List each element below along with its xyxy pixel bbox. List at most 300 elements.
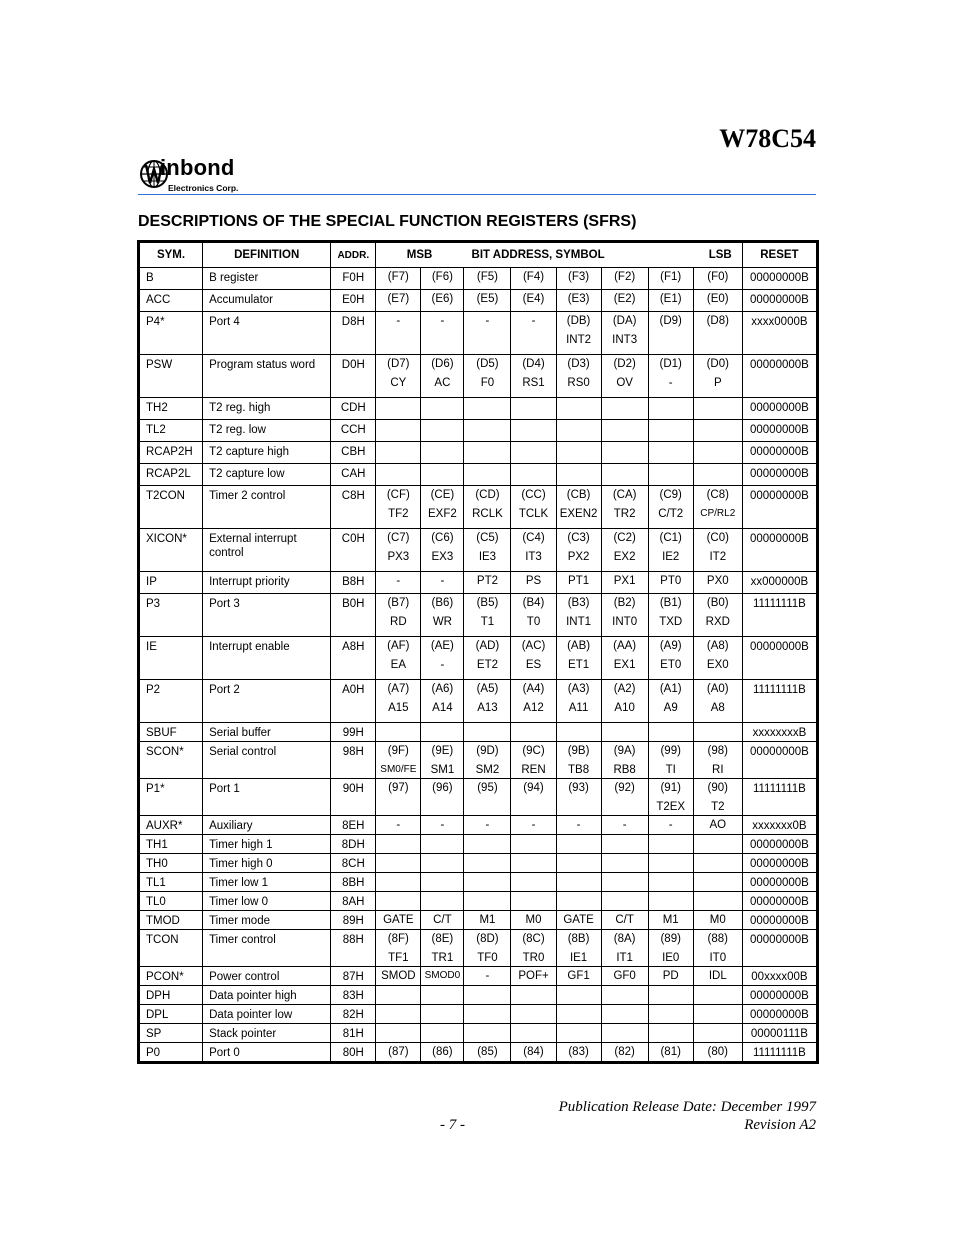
- bit-cell: [376, 594, 421, 637]
- bit-cell: [693, 816, 742, 835]
- register-reset-value: [742, 723, 816, 742]
- register-address: [331, 680, 376, 723]
- register-symbol: [140, 742, 203, 779]
- register-reset-value-text: 00000000B: [749, 990, 809, 1002]
- bit-address: (AE): [430, 640, 454, 652]
- register-address: [331, 1043, 376, 1062]
- bit-cell: [648, 930, 693, 967]
- bit-address: [464, 986, 510, 988]
- bit-address: (A9): [659, 640, 682, 652]
- register-definition: [203, 930, 331, 967]
- bit-cell: [376, 1043, 421, 1062]
- bit-cell: [464, 1005, 511, 1024]
- register-definition: [203, 816, 331, 835]
- bit-address: [464, 420, 510, 422]
- register-definition: [203, 1005, 331, 1024]
- bit-cell: [376, 873, 421, 892]
- bit-address: (D7): [387, 358, 410, 370]
- bit-address: (90): [707, 782, 728, 794]
- register-symbol-text: TH2: [146, 402, 168, 414]
- bit-address: (C3): [567, 532, 590, 544]
- register-definition: [203, 911, 331, 930]
- bit-address: [649, 1005, 693, 1007]
- bit-cell: [648, 680, 693, 723]
- bit-symbol: TR1: [431, 952, 454, 964]
- bit-address: PT0: [660, 575, 682, 587]
- bit-cell: [648, 816, 693, 835]
- register-address: [331, 986, 376, 1005]
- register-address-text: 80H: [342, 1047, 364, 1059]
- register-symbol-text: TH0: [146, 858, 168, 870]
- bit-cell: [648, 529, 693, 572]
- bit-cell: [511, 420, 556, 442]
- register-definition-text: Port 4: [209, 316, 240, 328]
- register-address-text: 8DH: [341, 839, 365, 851]
- bit-cell: [464, 986, 511, 1005]
- bit-cell: [421, 290, 464, 312]
- register-reset-value-text: 11111111B: [752, 1047, 806, 1059]
- footer-page-number: - 7 -: [440, 1117, 465, 1133]
- bit-cell: [421, 594, 464, 637]
- bit-cell: [376, 290, 421, 312]
- bit-address: (D4): [522, 358, 545, 370]
- bit-cell: [601, 486, 648, 529]
- register-row: [140, 1024, 817, 1043]
- register-row: [140, 911, 817, 930]
- bit-address: (A6): [431, 683, 454, 695]
- register-symbol-text: AUXR*: [146, 820, 183, 832]
- bit-address: (C4): [522, 532, 545, 544]
- bit-address: -: [622, 819, 627, 831]
- bit-cell: [601, 290, 648, 312]
- register-definition: [203, 892, 331, 911]
- bit-address: (F4): [522, 271, 545, 283]
- register-symbol: [140, 967, 203, 986]
- bit-address: [376, 442, 420, 444]
- register-row: [140, 572, 817, 594]
- bit-address: [602, 398, 648, 400]
- register-reset-value-text: 00000000B: [749, 915, 809, 927]
- bit-cell: [464, 594, 511, 637]
- bit-address: (D3): [567, 358, 590, 370]
- register-definition-text: Interrupt priority: [209, 576, 290, 588]
- bit-cell: [648, 572, 693, 594]
- bit-cell: [648, 1005, 693, 1024]
- bit-address: IDL: [708, 970, 727, 982]
- register-reset-value-text: 00000000B: [749, 896, 809, 908]
- bit-address: [557, 398, 601, 400]
- register-address: [331, 892, 376, 911]
- bit-address: [421, 420, 463, 422]
- bit-cell: [511, 911, 556, 930]
- register-symbol: [140, 594, 203, 637]
- register-row: [140, 594, 817, 637]
- bit-cell: [556, 290, 601, 312]
- register-definition-text: Port 0: [209, 1047, 240, 1059]
- bit-address: (B1): [659, 597, 682, 609]
- register-address-text: 88H: [342, 934, 364, 946]
- register-address-text: A0H: [342, 684, 365, 696]
- bit-cell: [648, 986, 693, 1005]
- register-address-text: A8H: [342, 641, 365, 653]
- bit-address: (98): [707, 745, 728, 757]
- logo-wordmark: inbond: [160, 155, 235, 180]
- register-definition: [203, 779, 331, 816]
- bit-symbol: OV: [616, 377, 633, 389]
- bit-address: [376, 1005, 420, 1007]
- register-reset-value: [742, 290, 816, 312]
- bit-cell: [511, 1043, 556, 1062]
- bit-cell: [648, 1024, 693, 1043]
- bit-symbol: A13: [477, 702, 498, 714]
- register-definition-text: Timer 2 control: [209, 490, 286, 502]
- register-symbol: [140, 930, 203, 967]
- register-row: [140, 1043, 817, 1062]
- bit-address: (AF): [387, 640, 410, 652]
- register-reset-value-text: 00xxxx00B: [751, 971, 808, 983]
- register-address-text: E0H: [342, 294, 365, 306]
- bit-symbol: A8: [710, 702, 725, 714]
- bit-symbol: EXEN2: [559, 508, 598, 520]
- register-row: [140, 723, 817, 742]
- bit-address: [511, 873, 555, 875]
- bit-cell: [421, 1043, 464, 1062]
- bit-symbol: INT0: [612, 616, 638, 628]
- bit-address: (A5): [476, 683, 499, 695]
- register-address: [331, 967, 376, 986]
- register-address: [331, 637, 376, 680]
- bit-address: (F1): [660, 271, 682, 283]
- register-definition: [203, 1043, 331, 1062]
- register-definition: [203, 637, 331, 680]
- bit-cell: [421, 986, 464, 1005]
- bit-cell: [601, 464, 648, 486]
- bit-address: (C2): [613, 532, 636, 544]
- bit-cell: [464, 873, 511, 892]
- register-address: [331, 464, 376, 486]
- register-address: [331, 594, 376, 637]
- bit-cell: [511, 355, 556, 398]
- bit-address: (94): [523, 782, 544, 794]
- bit-address: (F5): [476, 271, 498, 283]
- bit-address: [376, 398, 420, 400]
- register-reset-value: [742, 1043, 816, 1062]
- bit-symbol: F0: [480, 377, 495, 389]
- bit-address: [421, 723, 463, 725]
- document-id: W78C54: [719, 124, 816, 153]
- bit-address: (85): [477, 1046, 498, 1058]
- register-reset-value: [742, 464, 816, 486]
- bit-cell: [556, 572, 601, 594]
- bit-cell: [601, 911, 648, 930]
- bit-address: [694, 835, 742, 837]
- bit-symbol: IE3: [478, 551, 497, 563]
- register-row: [140, 268, 817, 290]
- register-reset-value-text: xxxxxxx0B: [752, 820, 807, 832]
- bit-cell: [601, 742, 648, 779]
- register-reset-value: [742, 835, 816, 854]
- register-reset-value-text: 00000000B: [749, 934, 809, 946]
- register-symbol-text: TCON: [146, 934, 179, 946]
- bit-address: [649, 986, 693, 988]
- bit-cell: [648, 268, 693, 290]
- register-row: [140, 464, 817, 486]
- bit-symbol: AC: [434, 377, 451, 389]
- bit-address: [649, 398, 693, 400]
- bit-symbol: TR0: [522, 952, 545, 964]
- bit-cell: [421, 967, 464, 986]
- bit-cell: [376, 355, 421, 398]
- register-symbol-text: B: [146, 272, 154, 284]
- register-address-text: 8CH: [341, 858, 365, 870]
- bit-address: (93): [568, 782, 589, 794]
- bit-cell: [601, 529, 648, 572]
- bit-symbol: T0: [526, 616, 541, 628]
- bit-address: -: [396, 819, 401, 831]
- register-reset-value-text: 00000000B: [749, 402, 809, 414]
- bit-cell: [556, 398, 601, 420]
- register-row: [140, 873, 817, 892]
- bit-symbol: IE1: [569, 952, 588, 964]
- register-definition-text: T2 capture low: [209, 468, 285, 480]
- register-reset-value-text: 11111111B: [752, 598, 806, 610]
- register-definition: [203, 835, 331, 854]
- register-definition-text: Data pointer low: [209, 1009, 293, 1021]
- bit-address: (8C): [522, 933, 545, 945]
- register-definition: [203, 572, 331, 594]
- bit-address: [694, 442, 742, 444]
- bit-address: (CB): [566, 489, 591, 501]
- register-symbol-text: TL2: [146, 424, 166, 436]
- bit-address: [464, 398, 510, 400]
- bit-address: [557, 1024, 601, 1026]
- register-reset-value: [742, 911, 816, 930]
- register-reset-value-text: 00000000B: [749, 858, 809, 870]
- bit-address: (80): [707, 1046, 728, 1058]
- bit-symbol: TB8: [568, 764, 590, 776]
- register-reset-value: [742, 572, 816, 594]
- bit-address: (A8): [706, 640, 729, 652]
- bit-address: [557, 892, 601, 894]
- bit-cell: [693, 420, 742, 442]
- bit-address: [557, 986, 601, 988]
- bit-cell: [421, 816, 464, 835]
- register-symbol: [140, 779, 203, 816]
- register-row: [140, 420, 817, 442]
- bit-cell: [601, 835, 648, 854]
- bit-cell: [376, 268, 421, 290]
- bit-cell: [511, 680, 556, 723]
- register-definition: [203, 967, 331, 986]
- bit-cell: [648, 911, 693, 930]
- register-definition: [203, 529, 331, 572]
- bit-address: (9D): [476, 745, 499, 757]
- register-symbol: [140, 911, 203, 930]
- register-definition: [203, 854, 331, 873]
- register-symbol-text: SP: [146, 1028, 162, 1040]
- bit-cell: [693, 529, 742, 572]
- bit-symbol: IT2: [709, 551, 727, 563]
- bit-cell: [421, 723, 464, 742]
- bit-address: [511, 986, 555, 988]
- bit-address: (CD): [475, 489, 500, 501]
- bit-address: (A0): [706, 683, 729, 695]
- register-definition-text: Auxiliary: [209, 820, 253, 832]
- col-addr: ADDR.: [331, 243, 376, 268]
- register-symbol: [140, 529, 203, 572]
- bit-cell: [421, 572, 464, 594]
- bit-cell: [376, 442, 421, 464]
- bit-cell: [511, 637, 556, 680]
- bit-address: [694, 892, 742, 894]
- bit-cell: [648, 486, 693, 529]
- register-address-text: C8H: [341, 490, 365, 502]
- bit-cell: [693, 892, 742, 911]
- bit-cell: [601, 892, 648, 911]
- bit-cell: [376, 967, 421, 986]
- bit-symbol: IT0: [709, 952, 727, 964]
- register-reset-value: [742, 742, 816, 779]
- bit-address: [464, 835, 510, 837]
- register-symbol-text: TL0: [146, 896, 166, 908]
- register-address: [331, 486, 376, 529]
- register-definition-text: Timer mode: [209, 915, 270, 927]
- register-row: [140, 312, 817, 355]
- bit-address: (83): [568, 1046, 589, 1058]
- bit-symbol: PX2: [567, 551, 590, 563]
- bit-cell: [464, 680, 511, 723]
- register-reset-value-text: 00000111B: [750, 1028, 808, 1040]
- register-row: [140, 290, 817, 312]
- register-symbol-text: P3: [146, 598, 161, 610]
- bit-address: (AD): [475, 640, 500, 652]
- bit-cell: [693, 486, 742, 529]
- bit-address: -: [440, 315, 445, 327]
- bit-cell: [464, 312, 511, 355]
- bit-cell: [464, 355, 511, 398]
- register-row: [140, 835, 817, 854]
- bit-address: -: [531, 819, 536, 831]
- bit-address: [649, 854, 693, 856]
- register-reset-value: [742, 967, 816, 986]
- register-definition-text: Timer low 0: [209, 896, 269, 908]
- register-reset-value: [742, 594, 816, 637]
- bit-address: [421, 986, 463, 988]
- bit-cell: [648, 290, 693, 312]
- bit-address: [464, 873, 510, 875]
- bit-symbol: A11: [568, 702, 589, 714]
- register-reset-value: [742, 873, 816, 892]
- bit-cell: [693, 572, 742, 594]
- register-address: [331, 816, 376, 835]
- register-address-text: 90H: [342, 783, 364, 795]
- bit-cell: [511, 854, 556, 873]
- bit-address: [694, 1024, 742, 1026]
- bit-cell: [601, 1005, 648, 1024]
- register-symbol: [140, 290, 203, 312]
- bit-cell: [693, 1024, 742, 1043]
- bit-cell: [511, 930, 556, 967]
- bit-cell: [464, 398, 511, 420]
- bit-address: (E3): [567, 293, 590, 305]
- register-address-text: 99H: [342, 727, 364, 739]
- bit-address: -: [485, 315, 490, 327]
- register-reset-value: [742, 680, 816, 723]
- register-row: [140, 854, 817, 873]
- register-address: [331, 398, 376, 420]
- register-reset-value: [742, 1024, 816, 1043]
- bit-cell: [376, 464, 421, 486]
- bit-cell: [556, 637, 601, 680]
- register-address-text: D8H: [341, 316, 365, 328]
- bit-cell: [601, 873, 648, 892]
- bit-address: PT1: [568, 575, 590, 587]
- bit-cell: [601, 986, 648, 1005]
- bit-cell: [556, 268, 601, 290]
- bit-address: [421, 398, 463, 400]
- bit-symbol: PX3: [387, 551, 410, 563]
- bit-cell: [648, 779, 693, 816]
- bit-address: [557, 1005, 601, 1007]
- bit-address: (B7): [387, 597, 410, 609]
- bit-address: -: [576, 819, 581, 831]
- bit-cell: [648, 442, 693, 464]
- bit-cell: [464, 572, 511, 594]
- register-symbol-text: ACC: [146, 294, 171, 306]
- register-address-text: 8AH: [342, 896, 365, 908]
- bit-address: (F6): [431, 271, 453, 283]
- register-symbol-text: P4*: [146, 316, 165, 328]
- bit-address: (B5): [476, 597, 499, 609]
- register-symbol-text: DPH: [146, 990, 171, 1002]
- bit-address: [421, 1024, 463, 1026]
- register-row: [140, 398, 817, 420]
- bit-address: [376, 420, 420, 422]
- bit-address: [602, 892, 648, 894]
- register-definition-text: T2 reg. low: [209, 424, 266, 436]
- register-address-text: 83H: [342, 990, 364, 1002]
- bit-cell: [421, 442, 464, 464]
- register-symbol: [140, 268, 203, 290]
- register-reset-value: [742, 529, 816, 572]
- bit-address: (B4): [522, 597, 545, 609]
- register-reset-value-text: 11111111B: [752, 684, 806, 696]
- bit-address: (8D): [476, 933, 499, 945]
- bit-cell: [421, 911, 464, 930]
- bit-address: [511, 723, 555, 725]
- register-address: [331, 268, 376, 290]
- bit-symbol: REN: [521, 764, 546, 776]
- bit-address: [649, 420, 693, 422]
- register-definition-text: Power control: [209, 971, 280, 983]
- bit-cell: [648, 723, 693, 742]
- register-symbol-text: IE: [146, 641, 157, 653]
- register-reset-value-text: 00000000B: [749, 446, 809, 458]
- bit-address: [464, 464, 510, 466]
- bit-cell: [601, 398, 648, 420]
- register-definition-text: Interrupt enable: [209, 641, 290, 653]
- header-rule: [138, 194, 816, 195]
- bit-cell: [601, 779, 648, 816]
- register-row: [140, 930, 817, 967]
- bit-address: [694, 464, 742, 466]
- bit-address: (C6): [431, 532, 454, 544]
- bit-cell: [511, 742, 556, 779]
- bit-address: (B0): [706, 597, 729, 609]
- bit-cell: [693, 742, 742, 779]
- register-definition-text: Serial buffer: [209, 727, 271, 739]
- bit-cell: [693, 268, 742, 290]
